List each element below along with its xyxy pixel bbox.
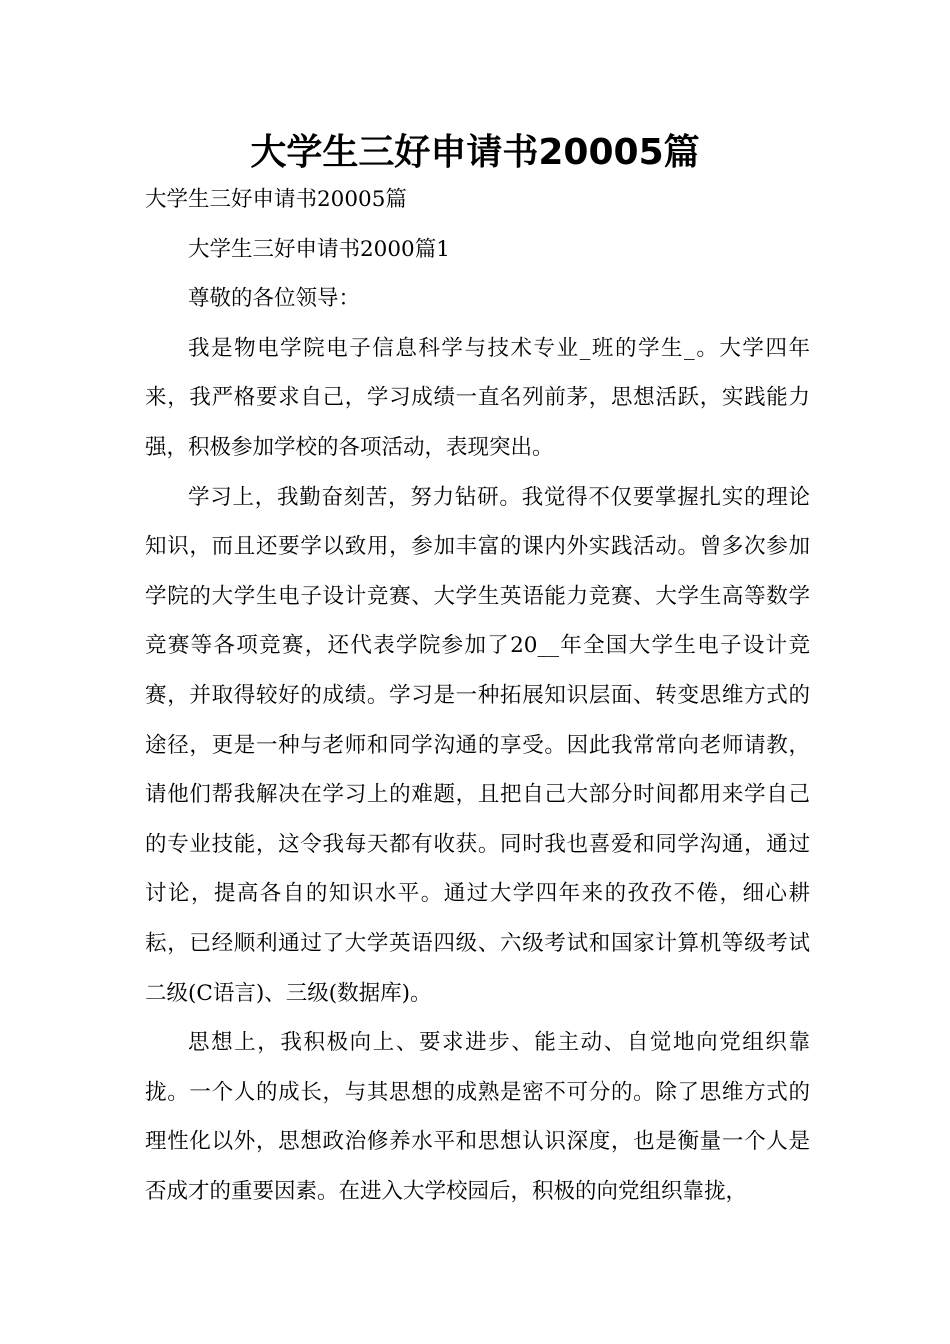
paragraph-intro: 我是物电学院电子信息科学与技术专业_班的学生_。大学四年来，我严格要求自己，学习成绩一直名列前茅，思想活跃，实践能力强，积极参加学校的各项活动，表现突出。: [145, 335, 810, 460]
salutation: 尊敬的各位领导：: [188, 286, 361, 312]
document-body: [145, 175, 810, 1216]
paragraph-thought: 思想上，我积极向上、要求进步、能主动、自觉地向党组织靠拢。一个人的成长，与其思想的成熟是密不可分的。除了思维方式的理性化以外，思想政治修养水平和思想认识深度，也是衡量一个人是否成才的重要因素。在进入大学校园后，积极的向党组织靠拢，: [145, 1030, 810, 1204]
document-title: 大学生三好申请书20005篇: [250, 132, 700, 173]
paragraph-study: 学习上，我勤奋刻苦，努力钻研。我觉得不仅要掌握扎实的理论知识，而且还要学以致用，参加丰富的课内外实践活动。曾多次参加学院的大学生电子设计竞赛、大学生英语能力竞赛、大学生高等数学竞赛等各项竞赛，还代表学院参加了20__年全国大学生电子设计竞赛，并取得较好的成绩。学习是一种拓展知识层面、转变思维方式的途径，更是一种与老师和同学沟通的享受。因此我常常向老师请教，请他们帮我解决在学习上的难题，且把自己大部分时间都用来学自己的专业技能，这令我每天都有收获。同时我也喜爱和同学沟通，通过讨论，提高各自的知识水平。通过大学四年来的孜孜不倦，细心耕耘，已经顺利通过了大学英语四级、六级考试和国家计算机等级考试二级(C语言)、三级(数据库)。: [145, 484, 810, 1006]
document-subtitle: 大学生三好申请书20005篇: [145, 187, 407, 212]
section-heading: 大学生三好申请书2000篇1: [188, 236, 450, 262]
